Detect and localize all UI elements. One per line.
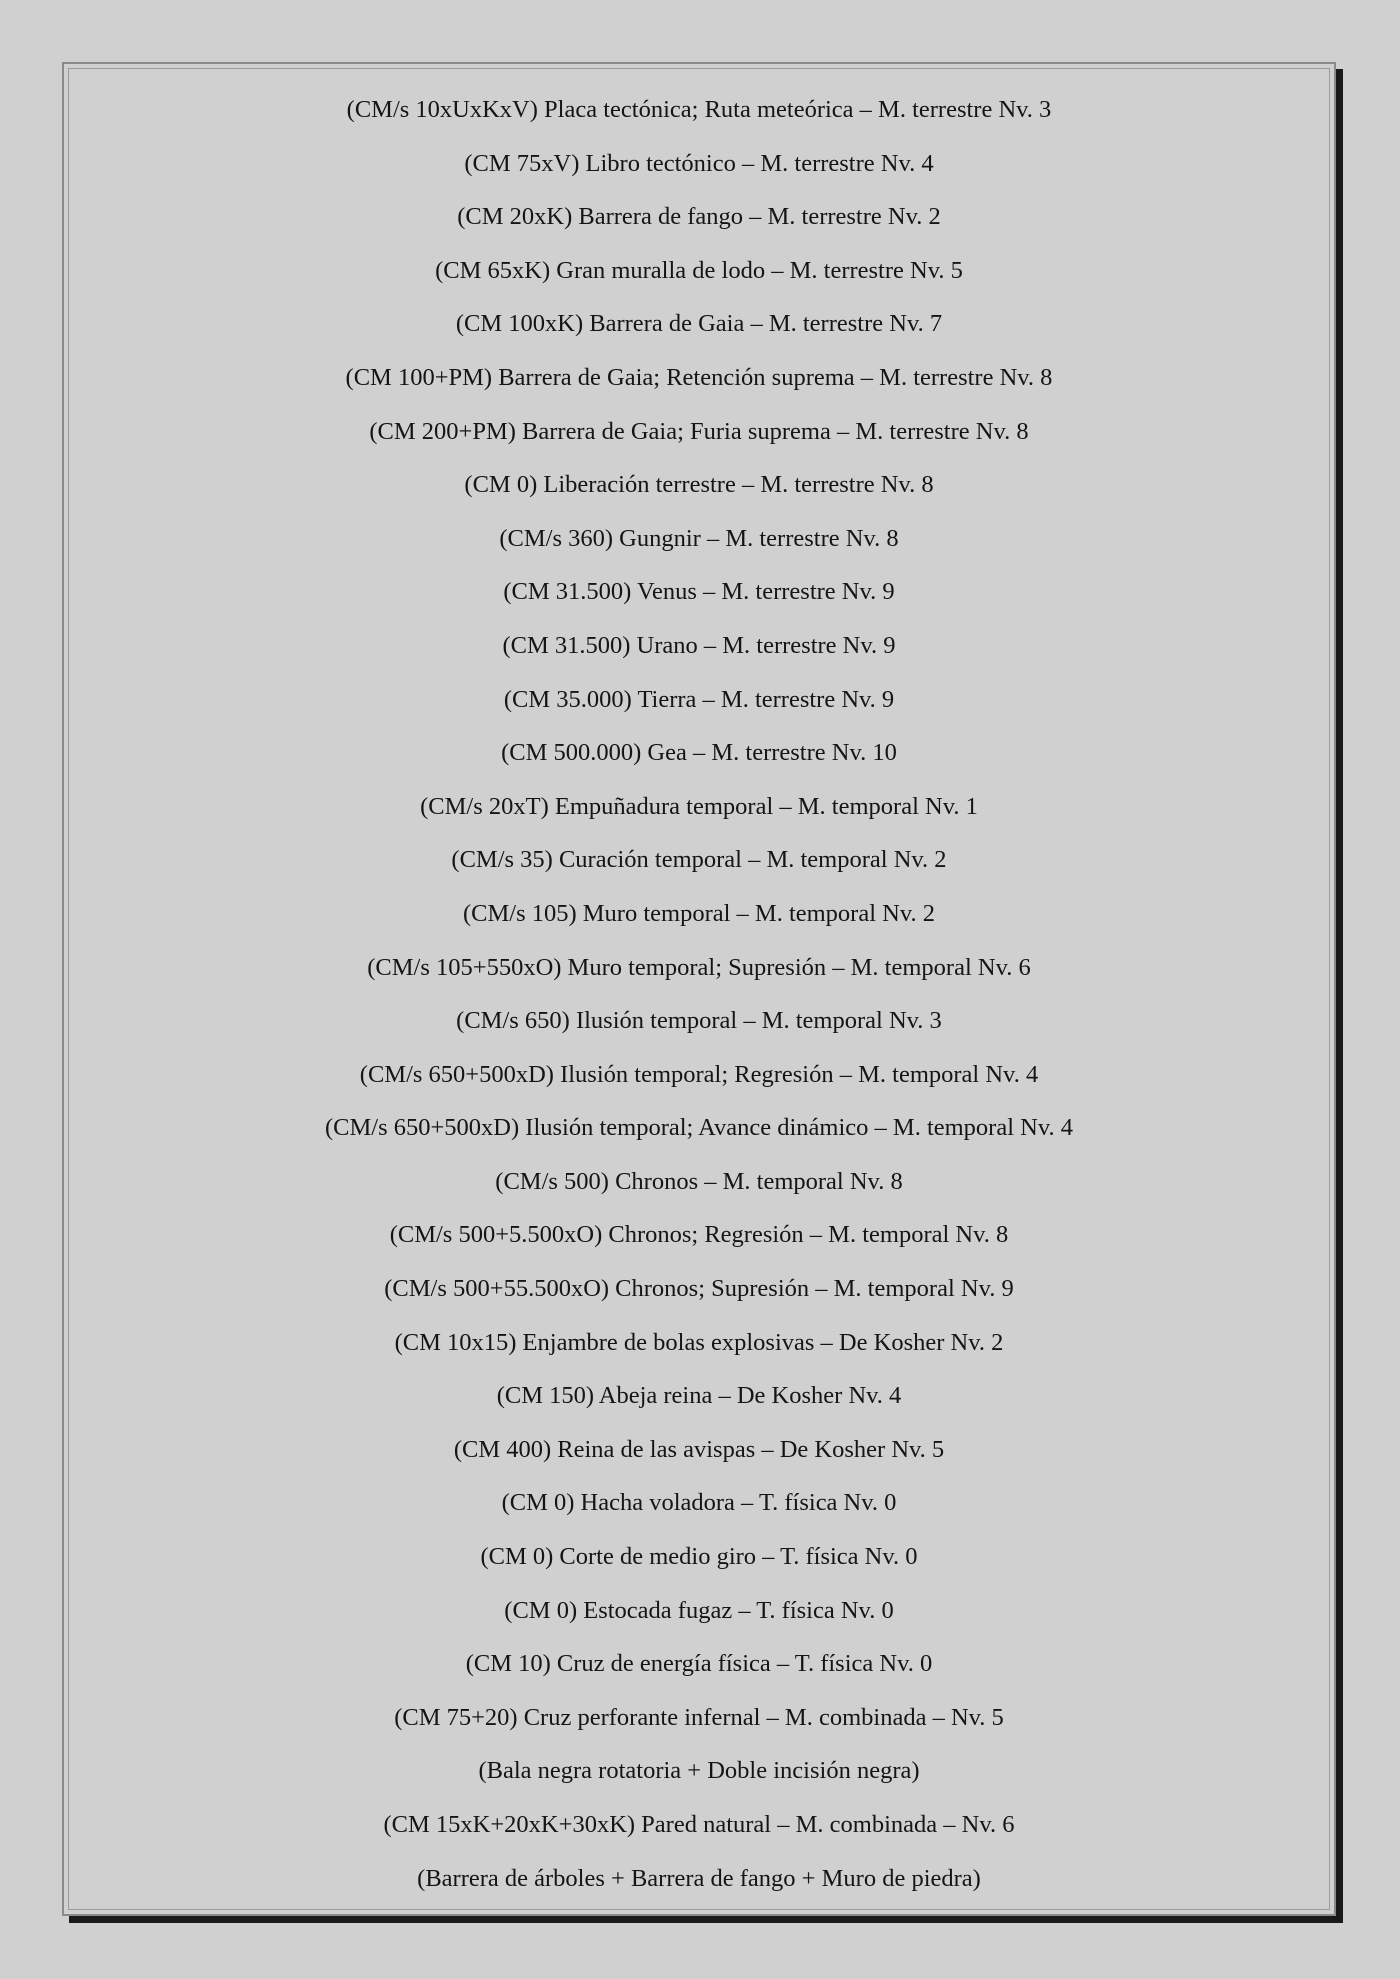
spell-line: (CM 75+20) Cruz perforante infernal – M. combinada – Nv. 5 [394,1703,1004,1731]
spell-line: (CM 31.500) Urano – M. terrestre Nv. 9 [502,631,896,659]
spell-line: (CM 0) Corte de medio giro – T. física Nv. 0 [480,1543,918,1571]
page-frame [62,62,1336,1916]
spell-line: (CM/s 650+500xD) Ilusión temporal; Regresión – M. temporal Nv. 4 [359,1060,1039,1088]
spell-line: (CM/s 650+500xD) Ilusión temporal; Avance dinámico – M. temporal Nv. 4 [324,1114,1073,1142]
spell-line: (CM/s 650) Ilusión temporal – M. temporal Nv. 3 [456,1007,942,1035]
spell-line: (CM 0) Liberación terrestre – M. terrestre Nv. 8 [464,471,934,499]
spell-line: (CM 150) Abeja reina – De Kosher Nv. 4 [496,1382,902,1410]
spell-line: (CM/s 10xUxKxV) Placa tectónica; Ruta meteórica – M. terrestre Nv. 3 [346,96,1052,123]
spell-line: (CM 65xK) Gran muralla de lodo – M. terrestre Nv. 5 [435,256,963,284]
spell-line: (CM 400) Reina de las avispas – De Kosher Nv. 5 [453,1435,945,1463]
spell-line: (CM 10) Cruz de energía física – T. física Nv. 0 [465,1650,933,1678]
spell-line: (CM/s 20xT) Empuñadura temporal – M. temporal Nv. 1 [420,792,978,820]
spell-line: (CM/s 500) Chronos – M. temporal Nv. 8 [495,1167,903,1195]
spell-line: (CM/s 105+550xO) Muro temporal; Supresión – M. temporal Nv. 6 [367,953,1031,981]
spell-list [69,83,1329,1905]
spell-line: (CM 500.000) Gea – M. terrestre Nv. 10 [501,739,897,767]
spell-line: (CM 15xK+20xK+30xK) Pared natural – M. combinada – Nv. 6 [383,1811,1015,1838]
spell-line: (CM 35.000) Tierra – M. terrestre Nv. 9 [503,685,895,713]
spell-line: (CM/s 105) Muro temporal – M. temporal Nv. 2 [462,899,936,927]
spell-line: (Barrera de árboles + Barrera de fango + Muro de piedra) [417,1864,981,1892]
spell-line: (CM 20xK) Barrera de fango – M. terrestre Nv. 2 [457,203,941,231]
spell-line: (CM 75xV) Libro tectónico – M. terrestre Nv. 4 [464,149,934,177]
spell-line: (CM 100+PM) Barrera de Gaia; Retención suprema – M. terrestre Nv. 8 [345,363,1053,391]
spell-line: (CM/s 360) Gungnir – M. terrestre Nv. 8 [499,524,899,552]
spell-line: (CM 0) Estocada fugaz – T. física Nv. 0 [504,1596,894,1624]
spell-line: (CM/s 500+5.500xO) Chronos; Regresión – M. temporal Nv. 8 [389,1221,1009,1249]
spell-line: (CM 0) Hacha voladora – T. física Nv. 0 [501,1489,897,1517]
page-inner-border [68,68,1330,1910]
spell-line: (CM/s 500+55.500xO) Chronos; Supresión – M. temporal Nv. 9 [384,1275,1014,1303]
spell-line: (Bala negra rotatoria + Doble incisión negra) [478,1757,920,1785]
spell-line: (CM 10x15) Enjambre de bolas explosivas – De Kosher Nv. 2 [394,1328,1004,1356]
spell-line: (CM/s 35) Curación temporal – M. temporal Nv. 2 [451,846,947,874]
spell-line: (CM 100xK) Barrera de Gaia – M. terrestre Nv. 7 [455,310,943,338]
spell-line: (CM 31.500) Venus – M. terrestre Nv. 9 [503,578,895,606]
spell-line: (CM 200+PM) Barrera de Gaia; Furia suprema – M. terrestre Nv. 8 [369,417,1029,445]
